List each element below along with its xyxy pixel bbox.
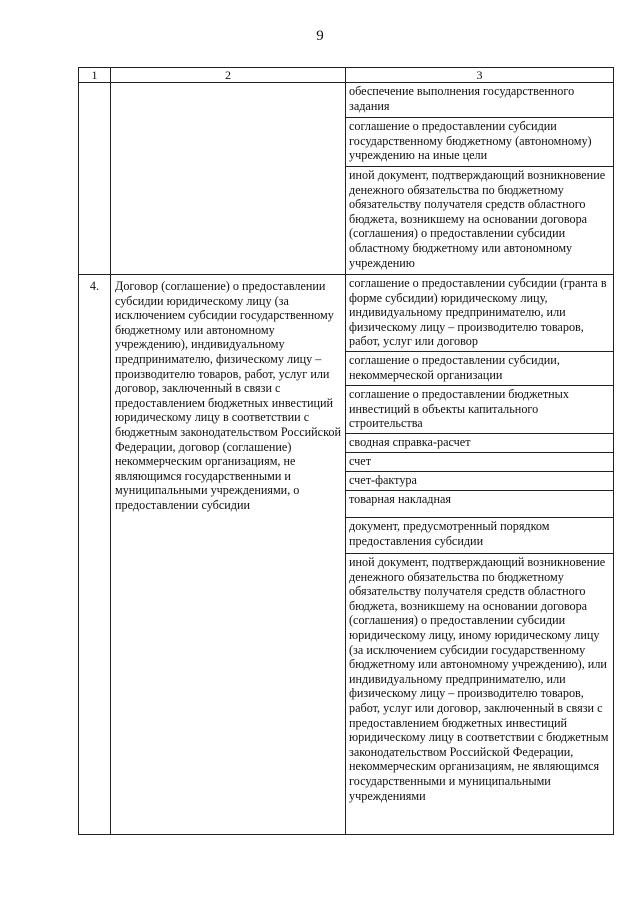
documents-cell <box>346 275 614 835</box>
column-header-1: 1 <box>79 68 111 83</box>
document-item: соглашение о предоставлении бюджетных инвестиций в объекты капитального строительства <box>346 386 613 434</box>
row-number: 4. <box>79 275 111 835</box>
document-item: документ, предусмотренный порядком предоставления субсидии <box>346 518 613 554</box>
document-item: соглашение о предоставлении субсидии, некоммерческой организации <box>346 352 613 386</box>
documents-cell <box>346 83 614 275</box>
row-description <box>111 83 346 275</box>
document-item: обеспечение выполнения государственного задания <box>346 83 613 118</box>
table-header-row <box>79 68 614 83</box>
document-table <box>78 67 614 835</box>
document-item: сводная справка-расчет <box>346 434 613 453</box>
document-item: товарная накладная <box>346 491 613 518</box>
page-number: 9 <box>316 28 324 44</box>
document-item: счет-фактура <box>346 472 613 491</box>
document-item: иной документ, подтверждающий возникновение денежного обязательства по бюджетному обязательству получателя средств областного бюджета, возникшему на основании договора (соглашения) о предоставлении субсидии юридическому лицу, иному юридическому лицу (за исключением субсидии государственному бюджетному или автономному учреждению), или индивидуальному предпринимателю, или физическому лицу – производителю товаров, работ, услуг или договор, заключенный в связи с предоставлением бюджетных инвестиций юридическому лицу в соответствии с бюджетным законодательством Российской Федерации, некоммерческим организациям, не являющимся государственными и муниципальными учреждениями <box>349 555 609 803</box>
column-header-2: 2 <box>111 68 346 83</box>
document-item: соглашение о предоставлении субсидии (гранта в форме субсидии) юридическому лицу, индивидуальному предпринимателю, или физическому лицу – производителю товаров, работ, услуг или договор <box>346 275 613 352</box>
table-row <box>79 83 614 275</box>
row-description: Договор (соглашение) о предоставлении субсидии юридическому лицу (за исключением субсидии государственному бюджетному или автономному учреждению), индивидуальному предпринимателю, физическому лицу – производителю товаров, работ, услуг или договор, заключенный в связи с предоставлением бюджетных инвестиций юридическому лицу в соответствии с бюджетным законодательством Российской Федерации, договор (соглашение) некоммерческим организациям, не являющимся государственными и муниципальными учреждениями, о предоставлении субсидии <box>111 275 346 835</box>
document-item: счет <box>346 453 613 472</box>
row-number <box>79 83 111 275</box>
document-item: иной документ, подтверждающий возникновение денежного обязательства по бюджетному обязательству получателя средств областного бюджета, возникшему на основании договора (соглашения) о предоставлении субсидии областному бюджетному или автономному учреждению <box>349 168 606 270</box>
table-row <box>79 275 614 835</box>
column-header-3: 3 <box>346 68 614 83</box>
document-item: соглашение о предоставлении субсидии государственному бюджетному (автономному) учреждению на иные цели <box>346 118 613 167</box>
